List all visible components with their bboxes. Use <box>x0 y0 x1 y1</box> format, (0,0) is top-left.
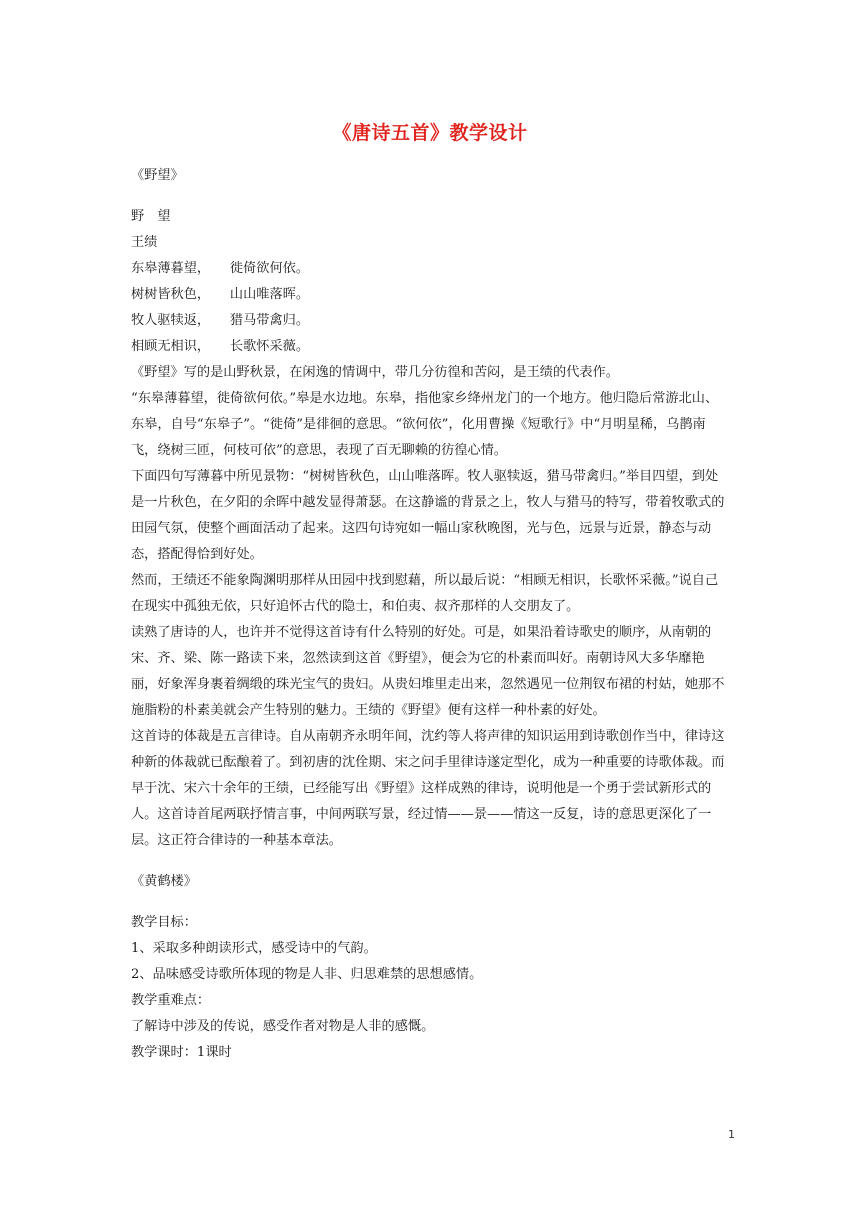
page-number: 1 <box>728 1128 735 1141</box>
analysis-paragraph: 《野望》写的是山野秋景，在闲逸的情调中，带几分彷徨和苦闷，是王绩的代表作。 <box>131 365 619 380</box>
poem-line: 东皋薄暮望， 徙倚欲何依。 <box>131 261 310 276</box>
analysis-paragraph: 读熟了唐诗的人，也许并不觉得这首诗有什么特别的好处。可是，如果沿着诗歌史的顺序，从南朝的宋、齐、梁、陈一路读下来，忽然读到这首《野望》，便会为它的朴素而叫好。南朝诗风大多华靡艳丽，好象浑身裹着绸缎的珠光宝气的贵妇。从贵妇堆里走出来，忽然遇见一位荆钗布裙的村姑，她那不施脂粉的朴素美就会产生特别的魅力。王绩的《野望》便有这样一种朴素的好处。 <box>131 625 725 718</box>
section-heading-yewang: 《野望》 <box>131 168 184 183</box>
goal-item: 2、品味感受诗歌所体现的物是人非、归思难禁的思想感情。 <box>131 967 483 982</box>
class-hours: 教学课时：1课时 <box>131 1045 232 1060</box>
document-body <box>131 163 731 1066</box>
section-heading-huanghelou: 《黄鹤楼》 <box>131 874 197 889</box>
poem-line: 相顾无相识， 长歌怀采薇。 <box>131 339 310 354</box>
key-points-label: 教学重难点： <box>131 993 211 1008</box>
poem-title: 野 望 <box>131 209 171 224</box>
analysis-paragraph: 这首诗的体裁是五言律诗。自从南朝齐永明年间，沈约等人将声律的知识运用到诗歌创作当中，律诗这种新的体裁就已酝酿着了。到初唐的沈佺期、宋之问手里律诗遂定型化，成为一种重要的诗歌体裁。而早于沈、宋六十余年的王绩，已经能写出《野望》这样成熟的律诗，说明他是一个勇于尝试新形式的人。这首诗首尾两联抒情言事，中间两联写景，经过情——景——情这一反复，诗的意思更深化了一层。这正符合律诗的一种基本章法。 <box>131 729 725 848</box>
analysis-paragraph: 然而，王绩还不能象陶渊明那样从田园中找到慰藉，所以最后说：“相顾无相识，长歌怀采薇。”说自己在现实中孤独无依，只好追怀古代的隐士，和伯夷、叔齐那样的人交朋友了。 <box>131 573 719 614</box>
goals-label: 教学目标： <box>131 915 197 930</box>
key-points-text: 了解诗中涉及的传说，感受作者对物是人非的感慨。 <box>131 1019 435 1034</box>
poem-author: 王绩 <box>131 235 158 250</box>
goal-item: 1、采取多种朗读形式，感受诗中的气韵。 <box>131 941 377 956</box>
document-title: 《唐诗五首》教学设计 <box>332 122 528 144</box>
analysis-paragraph: “东皋薄暮望，徙倚欲何依。”皋是水边地。东皋，指他家乡绛州龙门的一个地方。他归隐后常游北山、东皋，自号“东皋子”。“徙倚”是徘徊的意思。“欲何依”，化用曹操《短歌行》中“月明星稀，乌鹊南飞，绕树三匝，何枝可依”的意思，表现了百无聊赖的彷徨心情。 <box>131 391 719 458</box>
poem-line: 树树皆秋色， 山山唯落晖。 <box>131 287 310 302</box>
poem-line: 牧人驱犊返， 猎马带禽归。 <box>131 313 310 328</box>
analysis-paragraph: 下面四句写薄暮中所见景物：“树树皆秋色，山山唯落晖。牧人驱犊返，猎马带禽归。”举目四望，到处是一片秋色，在夕阳的余晖中越发显得萧瑟。在这静谧的背景之上，牧人与猎马的特写，带着牧歌式的田园气氛，使整个画面活动了起来。这四句诗宛如一幅山家秋晚图，光与色，远景与近景，静态与动态，搭配得恰到好处。 <box>131 469 725 562</box>
